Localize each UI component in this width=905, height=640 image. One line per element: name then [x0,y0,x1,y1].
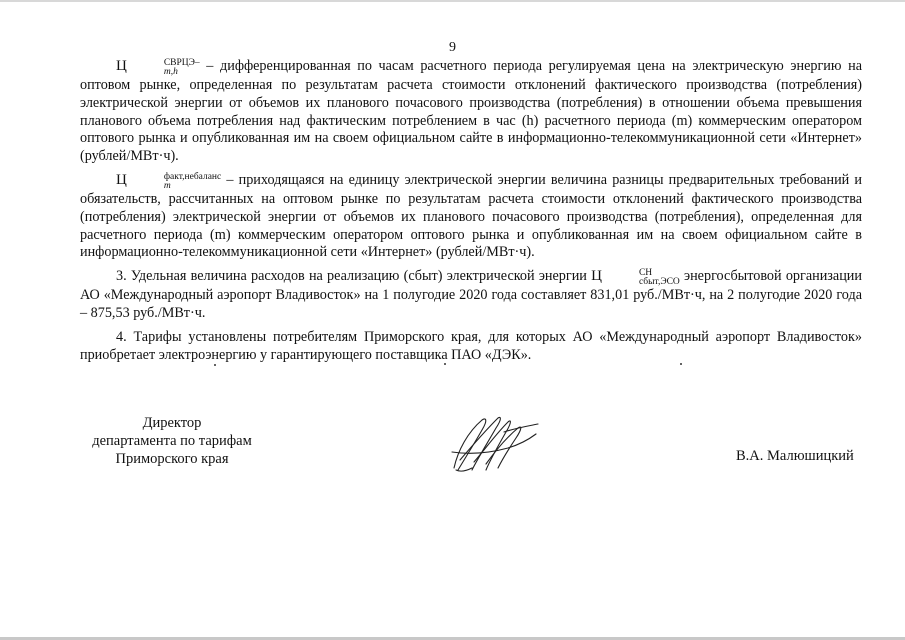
handwritten-signature [446,410,542,476]
paragraph-price-imbalance [80,172,862,262]
document-body [80,58,862,370]
paragraph-item-3 [80,268,862,323]
formula-symbol: Ц [116,58,127,74]
scan-edge-top [0,0,905,2]
signatory-name: В.А. Малюшицкий [736,448,854,464]
scan-dot [444,363,446,365]
formula-indices [128,173,221,191]
paragraph-text: 4. Тарифы установлены потребителям Приморского края, для которых АО «Международный аэропорт Владивосток» приобретает электроэнергию у гарантирующего поставщика ПАО «ДЭК». [80,328,862,363]
paragraph-text: – приходящаяся на единицу электрической энергии величина разницы предварительных требований и обязательств, рассчитанных на оптовом рынке по результатам расчета стоимости отклонений фактического производства (потребления) электрической энергии от объемов их планового почасового производства (потребления), определенная для расчетного периода (m) коммерческим оператором оптового рынка и опубликованная им на своем официальном сайте в информационно-телекоммуникационной сети «Интернет» (рублей/МВт·ч). [80,171,862,261]
formula-indices [603,269,680,287]
formula-symbol: Ц [116,171,127,188]
formula-indices [128,59,200,77]
paragraph-text: – дифференцированная по часам расчетного периода регулируемая цена на электрическую энергию на оптовом рынке, определенная по результатам расчета стоимости отклонений фактического производства (потребления) электрической энергии от объемов их планового почасового производства (потребления) в отношении объема превышения планового объема потребления над фактическим потреблением в час (h) расчетного периода (m) коммерческим оператором оптового рынка и опубликованная им на своем официальном сайте в информационно-телекоммуникационной сети «Интернет» (рублей/МВт·ч). [80,58,862,165]
formula-superscript: СВРЦЭ– [163,58,200,68]
scan-dot [680,363,682,365]
signatory-title-line: департамента по тарифам [92,433,252,449]
paragraph-text: энергосбытовой организации АО «Международный аэропорт Владивосток» на 1 полугодие 2020 года составляет 831,01 руб./МВт·ч, на 2 полугодие 2020 года – 875,53 руб./МВт·ч. [80,268,862,321]
scan-dot [214,364,216,366]
formula-superscript: СН [638,268,653,279]
formula-subscript: m,h [163,67,178,77]
signatory-title-line: Приморского края [115,451,229,467]
formula-superscript: факт,небаланс [163,171,222,182]
signatory-title [72,414,272,468]
paragraph-price-svrce [80,58,862,166]
paragraph-text: 3. Удельная величина расходов на реализацию (сбыт) электрической энергии [116,268,592,285]
page-number: 9 [449,40,456,55]
scan-dots [0,362,905,368]
formula-subscript: сбыт,ЭСО [638,277,680,288]
formula-subscript: m [163,180,171,191]
signatory-title-line: Директор [142,415,202,431]
formula-symbol: Ц [591,268,602,285]
paragraph-item-4 [80,329,862,365]
